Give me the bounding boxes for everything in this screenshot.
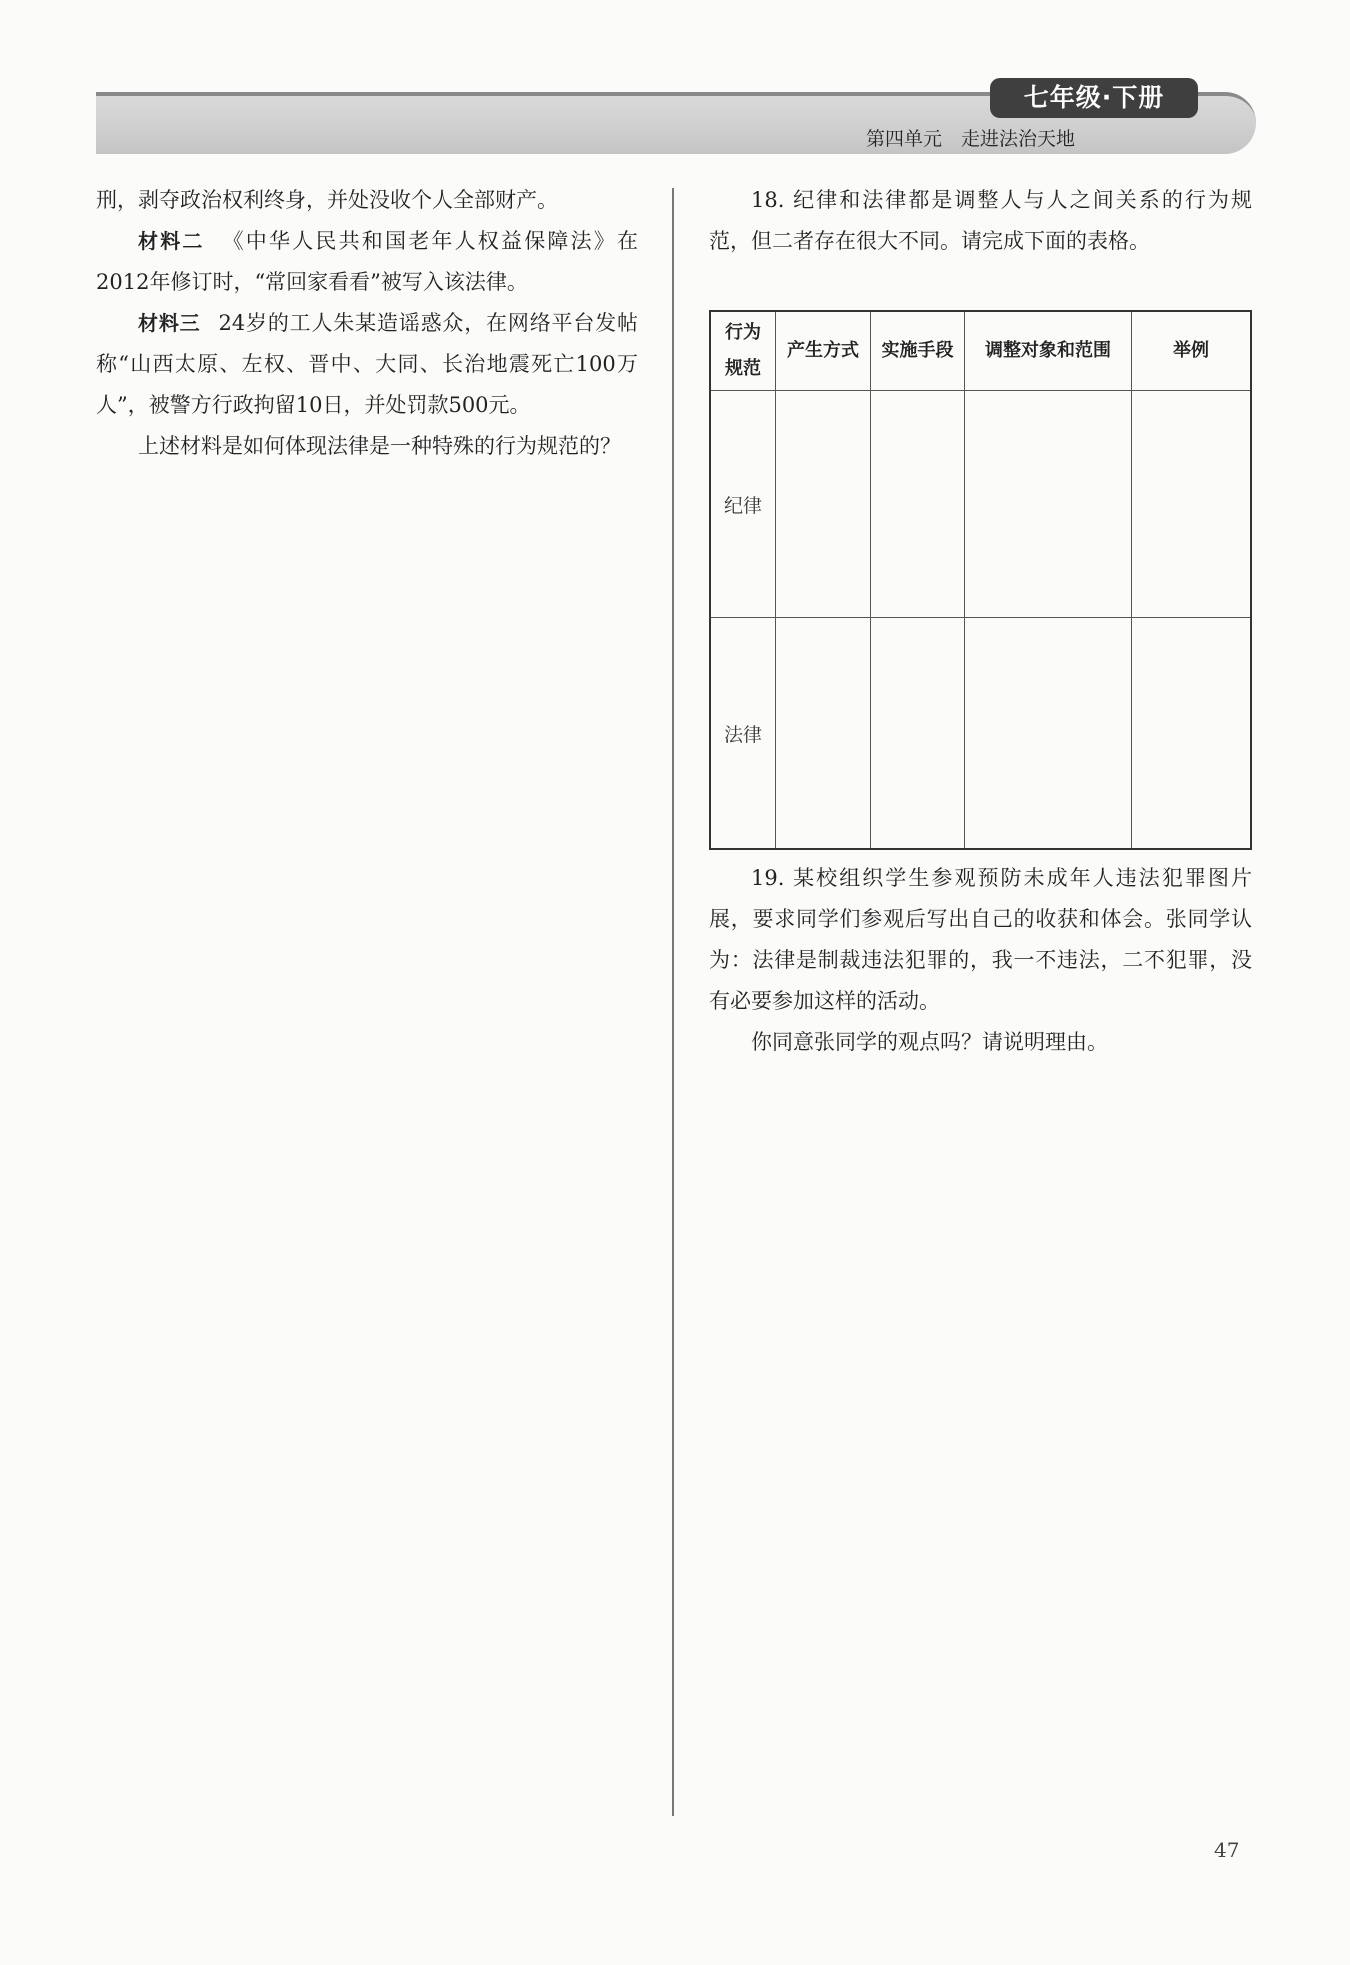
question-19: 19. 某校组织学生参观预防未成年人违法犯罪图片展，要求同学们参观后写出自己的收获和体会。张同学认为：法律是制裁违法犯罪的，我一不违法，二不犯罪，没有必要参加这样的活动。: [709, 866, 1252, 1013]
material-three-text: 24岁的工人朱某造谣惑众，在网络平台发帖称“山西太原、左权、晋中、大同、长治地震死亡100万人”，被警方行政拘留10日，并处罚款500元。: [96, 311, 638, 417]
answer-cell[interactable]: [776, 618, 871, 849]
header-cell: 举例: [1132, 311, 1252, 391]
header-cell: 调整对象和范围: [965, 311, 1132, 391]
table-header-row: [710, 311, 1251, 391]
question-19-prompt: 你同意张同学的观点吗？请说明理由。: [751, 1030, 1108, 1054]
norm-comparison-table: [709, 310, 1252, 850]
answer-cell[interactable]: [965, 618, 1132, 849]
material-two-text: 《中华人民共和国老年人权益保障法》在2012年修订时，“常回家看看”被写入该法律。: [96, 229, 639, 294]
unit-title: 第四单元 走进法治天地: [866, 128, 1076, 150]
material-two-label: 材料二: [138, 229, 205, 253]
column-divider: [672, 188, 674, 1816]
grade-tab: 七年级·下册: [990, 78, 1198, 118]
corner-line-2: 规范: [725, 358, 761, 379]
answer-cell[interactable]: [965, 391, 1132, 618]
row-label-discipline: 纪律: [710, 391, 776, 618]
material-three-label: 材料三: [138, 311, 201, 335]
answer-cell[interactable]: [871, 391, 965, 618]
question-18: 18. 纪律和法律都是调整人与人之间关系的行为规范，但二者存在很大不同。请完成下面的表格。: [709, 188, 1252, 253]
table-row: [710, 618, 1251, 849]
header-cell: 实施手段: [871, 311, 965, 391]
answer-cell[interactable]: [776, 391, 871, 618]
answer-cell[interactable]: [1132, 618, 1252, 849]
page-number: 47: [1214, 1838, 1240, 1862]
left-question: 上述材料是如何体现法律是一种特殊的行为规范的？: [138, 434, 621, 458]
row-label-law: 法律: [710, 618, 776, 849]
corner-line-1: 行为: [725, 322, 761, 343]
material-two: [96, 221, 638, 303]
table-corner-cell: [710, 311, 776, 391]
question-19-block: [709, 858, 1252, 1063]
continuation-text: 刑，剥夺政治权利终身，并处没收个人全部财产。: [96, 188, 558, 212]
right-column: [709, 180, 1252, 262]
left-column: [96, 180, 638, 467]
header-cell: 产生方式: [776, 311, 871, 391]
answer-cell[interactable]: [1132, 391, 1252, 618]
table-row: [710, 391, 1251, 618]
material-three: [96, 303, 638, 426]
answer-cell[interactable]: [871, 618, 965, 849]
